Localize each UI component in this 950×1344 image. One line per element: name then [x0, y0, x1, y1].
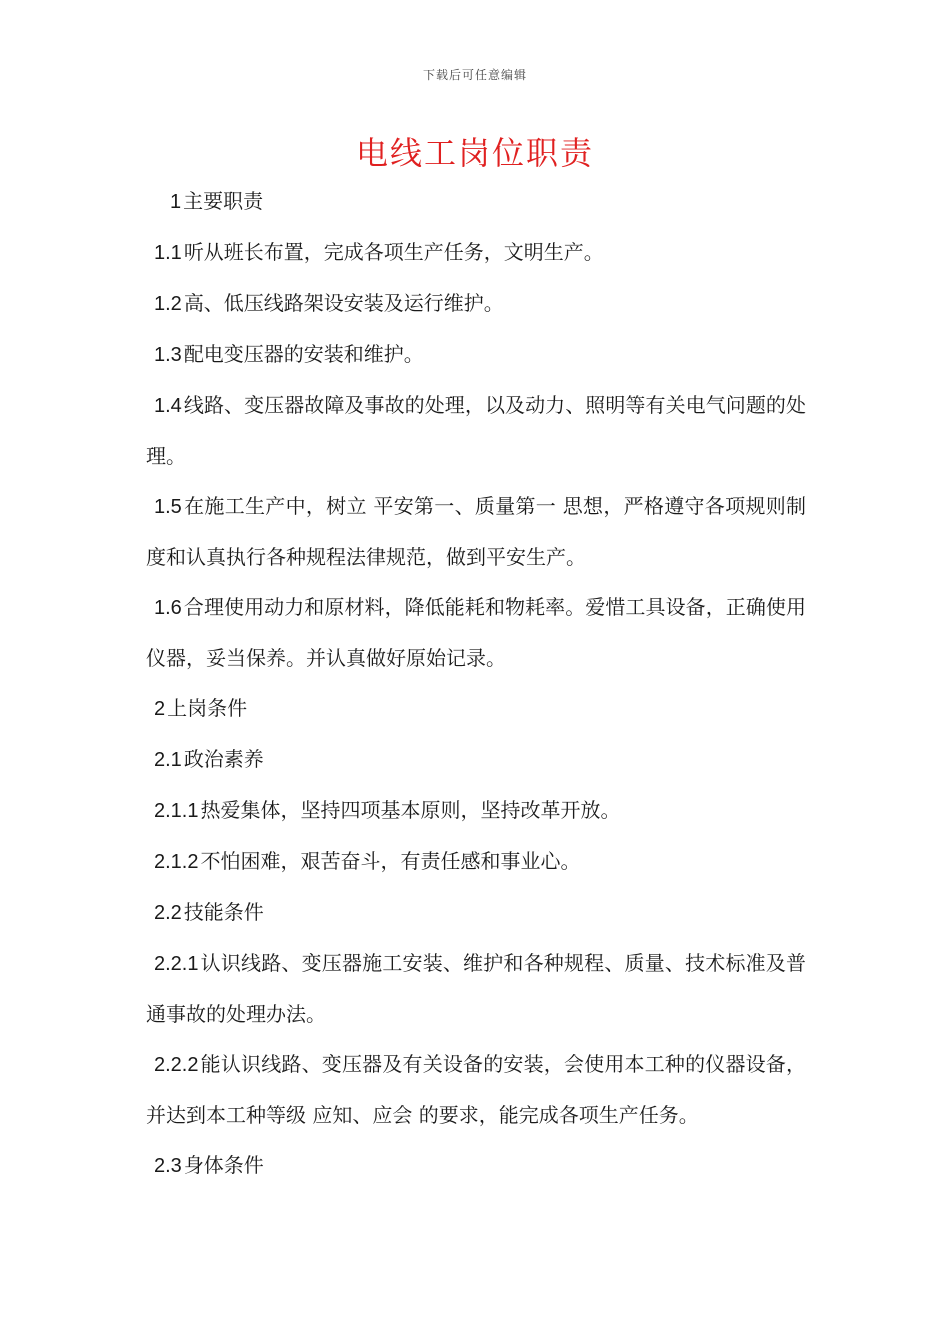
section-number: 1.4 [154, 395, 182, 417]
paragraph-text: 上岗条件 [167, 696, 248, 720]
paragraph-text: 不怕困难，艰苦奋斗，有责任感和事业心。 [200, 849, 581, 873]
paragraph-text: 技能条件 [183, 900, 264, 924]
paragraph-text: 能认识线路、变压器及有关设备的安装，会使用本工种的仪器设备，并达到本工种等级 应知、应会 的要求，能完成各项生产任务。 [146, 1052, 806, 1127]
section-number: 1 [170, 191, 182, 213]
paragraph-text: 政治素养 [183, 747, 264, 771]
section-number: 2.3 [154, 1155, 182, 1177]
section-number: 2.2.2 [154, 1054, 199, 1076]
header-note: 下载后可任意编辑 [422, 68, 527, 82]
paragraph [146, 481, 806, 582]
paragraph [146, 683, 806, 734]
paragraph-text: 认识线路、变压器施工安装、维护和各种规程、质量、技术标准及普通事故的处理办法。 [146, 951, 806, 1026]
section-number: 1.2 [154, 293, 182, 315]
section-number: 1.5 [154, 496, 182, 518]
paragraph [146, 278, 806, 329]
section-number: 2.1 [154, 749, 182, 771]
section-number: 1.3 [154, 344, 182, 366]
paragraph-text: 合理使用动力和原材料，降低能耗和物耗率。爱惜工具设备，正确使用仪器，妥当保养。并认真做好原始记录。 [146, 595, 806, 670]
paragraph [146, 836, 806, 887]
paragraph [146, 938, 806, 1039]
paragraph-text: 听从班长布置，完成各项生产任务，文明生产。 [183, 240, 604, 264]
paragraph-text: 身体条件 [183, 1153, 264, 1177]
paragraph [146, 582, 806, 683]
paragraph-text: 配电变压器的安装和维护。 [183, 342, 424, 366]
document-body [146, 176, 806, 1191]
paragraph-text: 主要职责 [183, 189, 264, 213]
paragraph [146, 380, 806, 481]
section-number: 1.1 [154, 242, 182, 264]
paragraph [146, 734, 806, 785]
paragraph [146, 887, 806, 938]
paragraph [146, 1140, 806, 1191]
section-number: 2.1.2 [154, 851, 199, 873]
paragraph-text: 高、低压线路架设安装及运行维护。 [183, 291, 504, 315]
section-number: 1.6 [154, 597, 182, 619]
paragraph-text: 线路、变压器故障及事故的处理，以及动力、照明等有关电气问题的处理。 [146, 393, 806, 468]
paragraph [146, 785, 806, 836]
section-number: 2.1.1 [154, 800, 199, 822]
section-number: 2 [154, 698, 166, 720]
paragraph-text: 热爱集体，坚持四项基本原则，坚持改革开放。 [200, 798, 621, 822]
paragraph [146, 176, 806, 227]
paragraph [146, 227, 806, 278]
section-number: 2.2 [154, 902, 182, 924]
paragraph-text: 在施工生产中，树立 平安第一、质量第一 思想，严格遵守各项规则制度和认真执行各种规程法律规范，做到平安生产。 [146, 494, 806, 569]
paragraph [146, 329, 806, 380]
document-title: 电线工岗位职责 [355, 134, 594, 172]
section-number: 2.2.1 [154, 953, 199, 975]
paragraph [146, 1039, 806, 1140]
